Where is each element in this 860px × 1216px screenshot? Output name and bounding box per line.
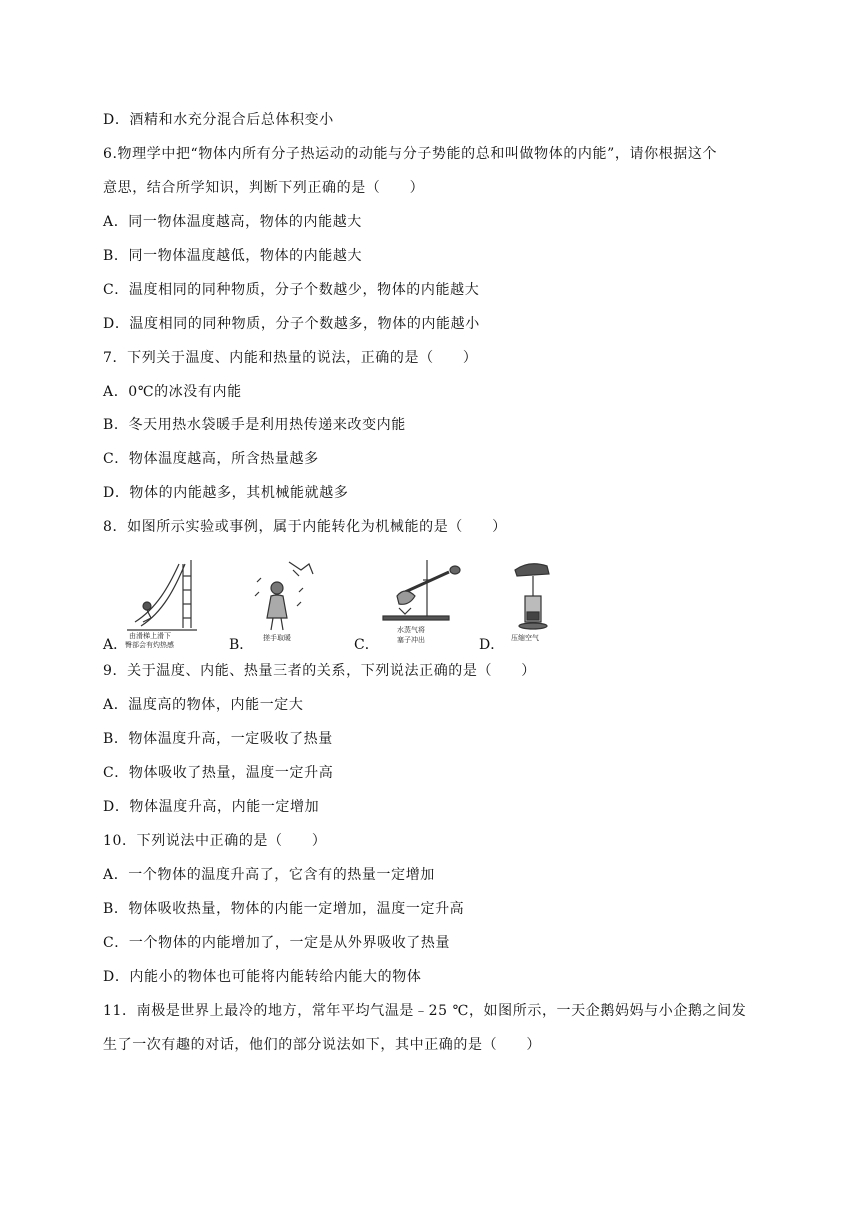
q7-option-c: C．物体温度越高，所含热量越多 <box>103 451 319 467</box>
q11-stem-line1: 11．南极是世界上最冷的地方，常年平均气温是﹣25 ℃，如图所示，一天企鹅妈妈与小企鹅之间发 <box>103 1003 747 1019</box>
q8-figure-c-caption-line2: 塞子冲出 <box>397 636 425 644</box>
q9-option-c: C．物体吸收了热量，温度一定升高 <box>103 765 334 781</box>
q11-stem-line2: 生了一次有趣的对话，他们的部分说法如下，其中正确的是（ ） <box>103 1037 541 1053</box>
q8-figure-b-caption: 搓手取暖 <box>263 634 291 642</box>
q8-figure-a-label: A． <box>103 637 128 653</box>
slide-illustration <box>121 556 201 648</box>
q8-stem: 8．如图所示实验或事例，属于内能转化为机械能的是（ ） <box>103 519 507 535</box>
q8-figure-d-caption: 压缩空气 <box>511 634 539 642</box>
q8-figure-b-label: B． <box>229 637 254 653</box>
q6-option-d: D．温度相同的同种物质，分子个数越多，物体的内能越小 <box>103 316 480 332</box>
q10-stem: 10．下列说法中正确的是（ ） <box>103 833 327 849</box>
q10-option-b: B．物体吸收热量，物体的内能一定增加，温度一定升高 <box>103 901 465 917</box>
rub-hands-illustration <box>249 556 319 648</box>
q8-figure-a-caption-line1: 由滑梯上滑下 <box>129 632 171 640</box>
q6-stem-line1: 6.物理学中把“物体内所有分子热运动的动能与分子势能的总和叫做物体的内能”，请你根据这个 <box>103 146 718 162</box>
q6-option-c: C．温度相同的同种物质，分子个数越少，物体的内能越大 <box>103 282 480 298</box>
q6-option-b: B．同一物体温度越低，物体的内能越大 <box>103 248 363 264</box>
q7-option-b: B．冬天用热水袋暖手是利用热传递来改变内能 <box>103 417 406 433</box>
q6-stem-line2: 意思，结合所学知识，判断下列正确的是（ ） <box>103 180 425 196</box>
q8-figure-a-caption-line2: 臀部会有灼热感 <box>125 641 174 648</box>
q5-option-d: D．酒精和水充分混合后总体积变小 <box>103 112 334 128</box>
q8-figure-row <box>103 556 603 653</box>
q8-figure-c-label: C． <box>354 637 379 653</box>
q9-option-b: B．物体温度升高，一定吸收了热量 <box>103 731 333 747</box>
q10-option-c: C．一个物体的内能增加了，一定是从外界吸收了热量 <box>103 935 451 951</box>
q7-option-a: A．0℃的冰没有内能 <box>103 384 242 400</box>
q9-stem: 9．关于温度、内能、热量三者的关系，下列说法正确的是（ ） <box>103 663 536 679</box>
steam-cork-illustration <box>375 556 465 648</box>
q9-option-d: D．物体温度升高，内能一定增加 <box>103 799 320 815</box>
compress-air-illustration <box>503 556 573 648</box>
q9-option-a: A．温度高的物体，内能一定大 <box>103 697 304 713</box>
q7-option-d: D．物体的内能越多，其机械能就越多 <box>103 485 349 501</box>
q10-option-d: D．内能小的物体也可能将内能转给内能大的物体 <box>103 969 422 985</box>
q8-figure-d-label: D． <box>479 637 505 653</box>
q10-option-a: A．一个物体的温度升高了，它含有的热量一定增加 <box>103 867 435 883</box>
q7-stem: 7．下列关于温度、内能和热量的说法，正确的是（ ） <box>103 350 478 366</box>
q6-option-a: A．同一物体温度越高，物体的内能越大 <box>103 214 362 230</box>
q8-figure-c-caption-line1: 水蒸气将 <box>397 626 425 634</box>
